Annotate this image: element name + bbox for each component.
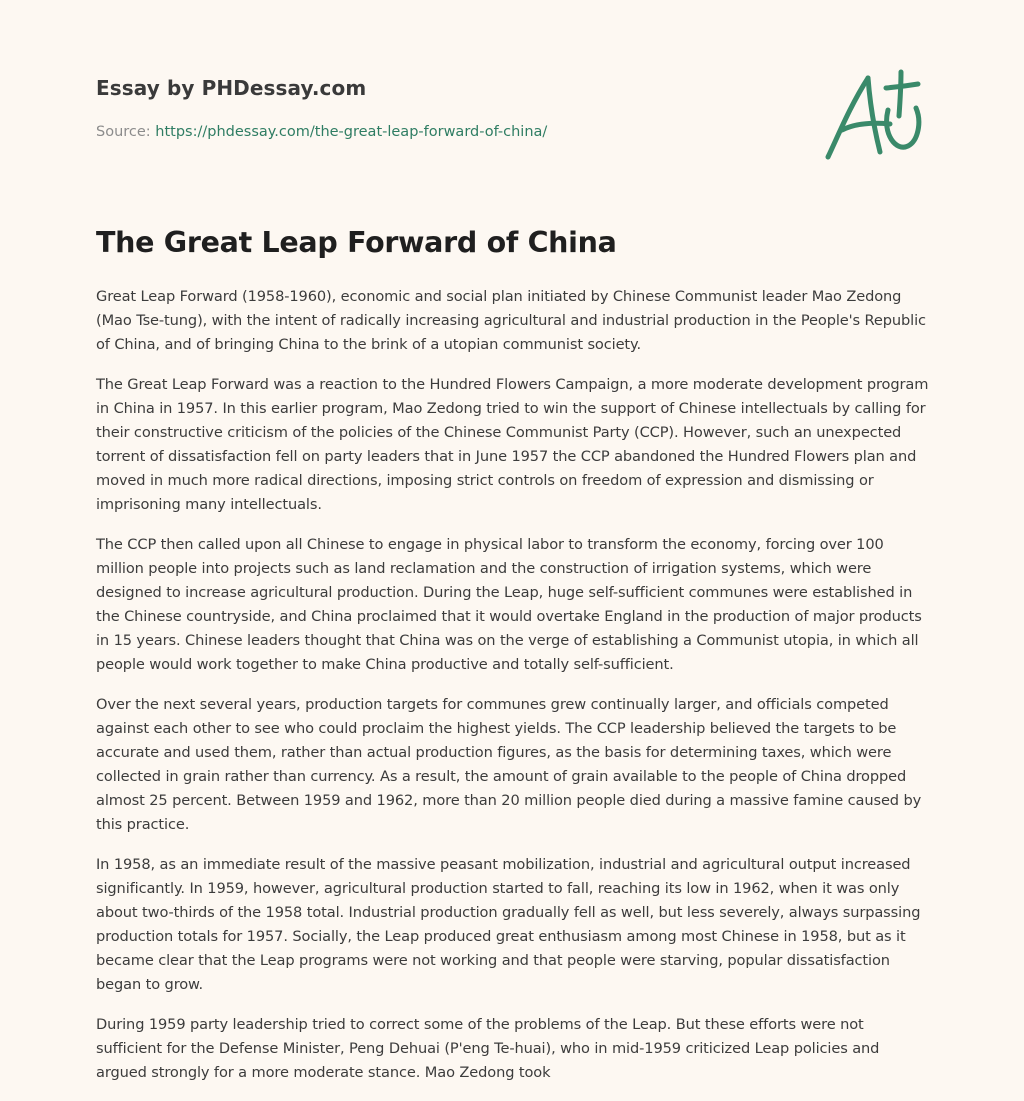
source-link[interactable]: https://phdessay.com/the-great-leap-forward-of-china/ <box>155 124 548 140</box>
essay-title: The Great Leap Forward of China <box>96 226 617 259</box>
essay-paragraph: In 1958, as an immediate result of the massive peasant mobilization, industrial and agricultural output increased significantly. In 1959, however, agricultural production started to fall, reaching its low in 1962, when it was only about two-thirds of the 1958 total. Industrial production gradually fell as well, but less severely, always surpassing production totals for 1957. Socially, the Leap produced great enthusiasm among most Chinese in 1958, but as it became clear that the Leap programs were not working and that people were starving, popular dissatisfaction began to grow. <box>96 856 921 993</box>
brand-title: Essay by PHDessay.com <box>96 76 367 100</box>
essay-body <box>96 285 932 1101</box>
page-header <box>96 0 928 200</box>
essay-paragraph: During 1959 party leadership tried to correct some of the problems of the Leap. But these efforts were not sufficient for the Defense Minister, Peng Dehuai (P'eng Te-huai), who in mid-1959 criticized Leap policies and argued strongly for a more moderate stance. Mao Zedong took <box>96 1016 880 1081</box>
source-line <box>96 124 547 140</box>
essay-paragraph: Great Leap Forward (1958-1960), economic and social plan initiated by Chinese Communist leader Mao Zedong (Mao Tse-tung), with the intent of radically increasing agricultural and industrial production in the People's Republic of China, and of bringing China to the brink of a utopian communist society. <box>96 288 926 353</box>
a-plus-logo-icon <box>824 64 928 164</box>
source-label: Source: <box>96 124 156 140</box>
essay-paragraph: The Great Leap Forward was a reaction to the Hundred Flowers Campaign, a more moderate development program in China in 1957. In this earlier program, Mao Zedong tried to win the support of Chinese intellectuals by calling for their constructive criticism of the policies of the Chinese Communist Party (CCP). However, such an unexpected torrent of dissatisfaction fell on party leaders that in June 1957 the CCP abandoned the Hundred Flowers plan and moved in much more radical directions, imposing strict controls on freedom of expression and dismissing or imprisoning many intellectuals. <box>96 376 929 513</box>
essay-paragraph: Over the next several years, production targets for communes grew continually larger, and officials competed against each other to see who could proclaim the highest yields. The CCP leadership believed the targets to be accurate and used them, rather than actual production figures, as the basis for determining taxes, which were collected in grain rather than currency. As a result, the amount of grain available to the people of China dropped almost 25 percent. Between 1959 and 1962, more than 20 million people died during a massive famine caused by this practice. <box>96 696 922 833</box>
essay-paragraph: The CCP then called upon all Chinese to engage in physical labor to transform the economy, forcing over 100 million people into projects such as land reclamation and the construction of irrigation systems, which were designed to increase agricultural production. During the Leap, huge self-sufficient communes were established in the Chinese countryside, and China proclaimed that it would overtake England in the production of major products in 15 years. Chinese leaders thought that China was on the verge of establishing a Communist utopia, in which all people would work together to make China productive and totally self-sufficient. <box>96 536 922 673</box>
